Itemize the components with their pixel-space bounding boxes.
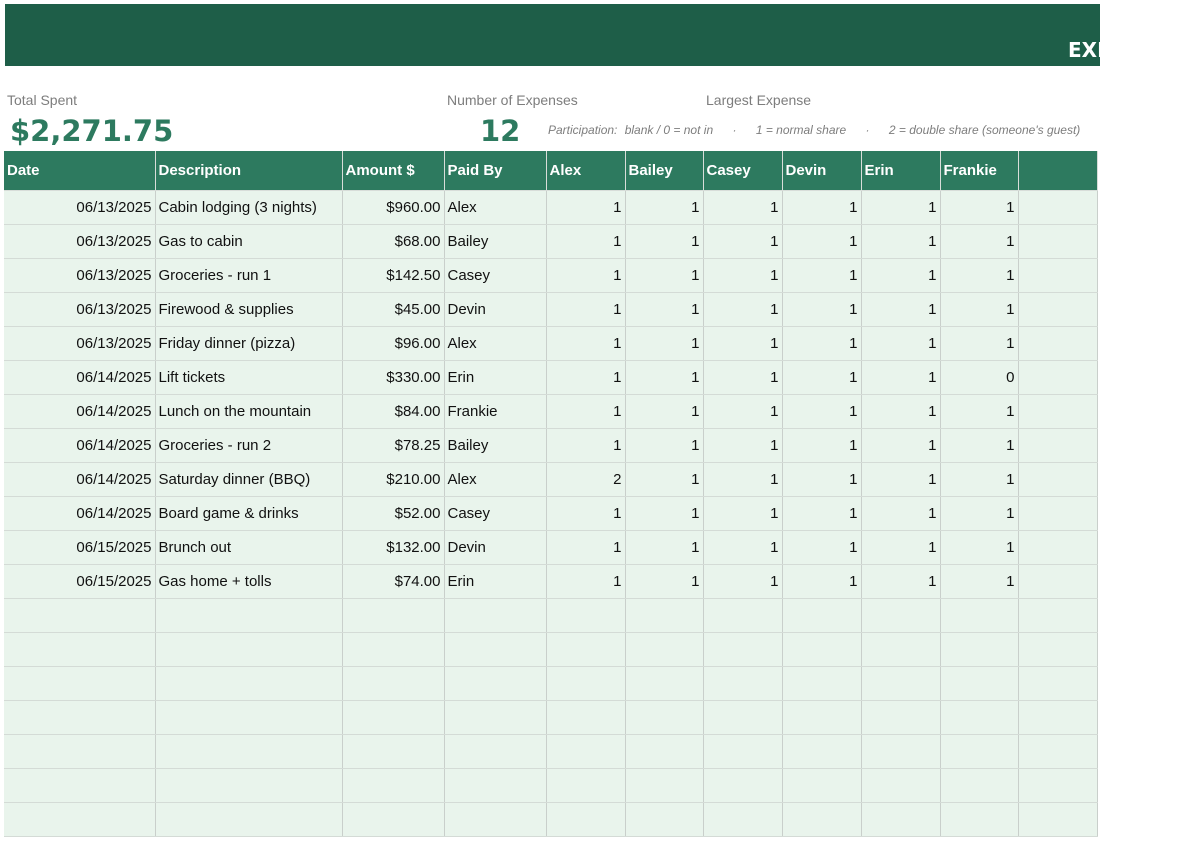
cell-blank[interactable] [1018, 327, 1097, 361]
cell-paid-by[interactable]: Alex [444, 463, 546, 497]
cell-blank[interactable] [1018, 803, 1097, 837]
cell-casey[interactable]: 1 [703, 429, 782, 463]
cell-alex[interactable]: 1 [546, 259, 625, 293]
cell-frankie[interactable]: 1 [940, 259, 1018, 293]
cell-description[interactable] [155, 735, 342, 769]
total-spent-label: Total Spent [7, 92, 78, 108]
cell-frankie[interactable]: 1 [940, 497, 1018, 531]
cell-casey[interactable] [703, 803, 782, 837]
note-prefix: Participation: [548, 123, 618, 137]
column-header-amount[interactable]: Amount $ [342, 151, 444, 191]
table-body [4, 191, 1097, 837]
cell-casey[interactable]: 1 [703, 327, 782, 361]
cell-blank[interactable] [1018, 769, 1097, 803]
cell-casey[interactable]: 1 [703, 565, 782, 599]
cell-amount[interactable]: $142.50 [342, 259, 444, 293]
cell-alex[interactable]: 1 [546, 531, 625, 565]
cell-blank[interactable] [1018, 735, 1097, 769]
cell-blank[interactable] [1018, 429, 1097, 463]
cell-bailey[interactable]: 1 [625, 293, 703, 327]
cell-alex[interactable]: 1 [546, 361, 625, 395]
cell-casey[interactable] [703, 599, 782, 633]
cell-devin[interactable] [782, 633, 861, 667]
column-header-frankie[interactable]: Frankie [940, 151, 1018, 191]
cell-casey[interactable] [703, 769, 782, 803]
cell-erin[interactable] [861, 599, 940, 633]
cell-amount[interactable]: $68.00 [342, 225, 444, 259]
cell-date[interactable]: 06/14/2025 [4, 429, 155, 463]
cell-paid-by[interactable]: Casey [444, 497, 546, 531]
cell-frankie[interactable]: 1 [940, 463, 1018, 497]
cell-bailey[interactable]: 1 [625, 361, 703, 395]
cell-frankie[interactable] [940, 667, 1018, 701]
cell-alex[interactable]: 1 [546, 327, 625, 361]
cell-alex[interactable] [546, 803, 625, 837]
column-header-blank[interactable] [1018, 151, 1097, 191]
cell-description[interactable]: Lift tickets [155, 361, 342, 395]
table-row [4, 191, 1097, 225]
cell-casey[interactable]: 1 [703, 293, 782, 327]
cell-blank[interactable] [1018, 565, 1097, 599]
cell-bailey[interactable]: 1 [625, 259, 703, 293]
cell-date[interactable]: 06/15/2025 [4, 565, 155, 599]
cell-casey[interactable]: 1 [703, 361, 782, 395]
cell-casey[interactable]: 1 [703, 463, 782, 497]
cell-erin[interactable]: 1 [861, 395, 940, 429]
cell-erin[interactable]: 1 [861, 225, 940, 259]
cell-paid-by[interactable]: Erin [444, 361, 546, 395]
cell-alex[interactable]: 1 [546, 191, 625, 225]
cell-paid-by[interactable]: Bailey [444, 429, 546, 463]
cell-bailey[interactable] [625, 701, 703, 735]
cell-casey[interactable]: 1 [703, 259, 782, 293]
cell-description[interactable] [155, 701, 342, 735]
cell-erin[interactable]: 1 [861, 497, 940, 531]
cell-erin[interactable]: 1 [861, 259, 940, 293]
cell-bailey[interactable]: 1 [625, 225, 703, 259]
table-row [4, 293, 1097, 327]
cell-amount[interactable] [342, 769, 444, 803]
cell-bailey[interactable]: 1 [625, 395, 703, 429]
cell-devin[interactable] [782, 667, 861, 701]
cell-date[interactable]: 06/14/2025 [4, 463, 155, 497]
cell-blank[interactable] [1018, 497, 1097, 531]
cell-date[interactable] [4, 667, 155, 701]
cell-bailey[interactable]: 1 [625, 531, 703, 565]
cell-paid-by[interactable] [444, 667, 546, 701]
cell-devin[interactable] [782, 701, 861, 735]
cell-casey[interactable]: 1 [703, 395, 782, 429]
cell-paid-by[interactable]: Erin [444, 565, 546, 599]
cell-date[interactable]: 06/14/2025 [4, 497, 155, 531]
table-row [4, 225, 1097, 259]
cell-amount[interactable] [342, 667, 444, 701]
note-blank: blank / 0 = not in [624, 123, 714, 137]
table-row [4, 395, 1097, 429]
cell-casey[interactable] [703, 667, 782, 701]
cell-amount[interactable]: $132.00 [342, 531, 444, 565]
table-row [4, 361, 1097, 395]
cell-description[interactable]: Firewood & supplies [155, 293, 342, 327]
cell-blank[interactable] [1018, 633, 1097, 667]
cell-erin[interactable]: 1 [861, 565, 940, 599]
table-row [4, 633, 1097, 667]
column-header-date[interactable]: Date [4, 151, 155, 191]
cell-frankie[interactable]: 1 [940, 565, 1018, 599]
cell-alex[interactable]: 2 [546, 463, 625, 497]
cell-alex[interactable] [546, 735, 625, 769]
cell-description[interactable] [155, 599, 342, 633]
cell-devin[interactable]: 1 [782, 361, 861, 395]
cell-blank[interactable] [1018, 701, 1097, 735]
cell-casey[interactable]: 1 [703, 191, 782, 225]
cell-devin[interactable]: 1 [782, 531, 861, 565]
cell-paid-by[interactable]: Devin [444, 293, 546, 327]
cell-erin[interactable]: 1 [861, 327, 940, 361]
cell-amount[interactable]: $960.00 [342, 191, 444, 225]
cell-description[interactable]: Board game & drinks [155, 497, 342, 531]
cell-bailey[interactable] [625, 667, 703, 701]
cell-erin[interactable] [861, 769, 940, 803]
cell-date[interactable]: 06/13/2025 [4, 327, 155, 361]
cell-casey[interactable]: 1 [703, 531, 782, 565]
note-separator: · [865, 123, 870, 137]
cell-frankie[interactable]: 1 [940, 293, 1018, 327]
table-row [4, 497, 1097, 531]
title-banner [5, 4, 1185, 66]
table-row [4, 463, 1097, 497]
cell-blank[interactable] [1018, 225, 1097, 259]
cell-amount[interactable] [342, 735, 444, 769]
table-row [4, 667, 1097, 701]
table-row [4, 259, 1097, 293]
cell-frankie[interactable]: 1 [940, 531, 1018, 565]
cell-description[interactable]: Saturday dinner (BBQ) [155, 463, 342, 497]
cell-alex[interactable] [546, 667, 625, 701]
cell-bailey[interactable] [625, 803, 703, 837]
cell-devin[interactable] [782, 735, 861, 769]
largest-expense-label: Largest Expense [706, 92, 812, 108]
note-separator: · [732, 123, 737, 137]
cell-description[interactable]: Cabin lodging (3 nights) [155, 191, 342, 225]
cell-description[interactable] [155, 633, 342, 667]
column-header-description[interactable]: Description [155, 151, 342, 191]
table-row [4, 735, 1097, 769]
cell-bailey[interactable] [625, 769, 703, 803]
cell-erin[interactable]: 1 [861, 191, 940, 225]
cell-frankie[interactable] [940, 599, 1018, 633]
num-expenses-value: 12 [480, 114, 521, 148]
cell-bailey[interactable] [625, 599, 703, 633]
cell-date[interactable] [4, 599, 155, 633]
column-header-erin[interactable]: Erin [861, 151, 940, 191]
cell-erin[interactable] [861, 803, 940, 837]
banner-title: EXPENSES [1068, 38, 1185, 62]
cell-devin[interactable]: 1 [782, 327, 861, 361]
cell-devin[interactable] [782, 769, 861, 803]
cell-alex[interactable]: 1 [546, 565, 625, 599]
cell-paid-by[interactable]: Casey [444, 259, 546, 293]
cell-amount[interactable] [342, 803, 444, 837]
cell-paid-by[interactable]: Alex [444, 327, 546, 361]
cell-date[interactable]: 06/13/2025 [4, 293, 155, 327]
cell-devin[interactable]: 1 [782, 395, 861, 429]
cell-paid-by[interactable] [444, 735, 546, 769]
cell-alex[interactable]: 1 [546, 497, 625, 531]
cell-erin[interactable] [861, 633, 940, 667]
cell-amount[interactable]: $210.00 [342, 463, 444, 497]
cell-blank[interactable] [1018, 463, 1097, 497]
column-header-bailey[interactable]: Bailey [625, 151, 703, 191]
cell-amount[interactable]: $84.00 [342, 395, 444, 429]
cell-date[interactable]: 06/15/2025 [4, 531, 155, 565]
cell-amount[interactable]: $330.00 [342, 361, 444, 395]
cell-bailey[interactable]: 1 [625, 191, 703, 225]
table-row [4, 327, 1097, 361]
total-spent-value: $2,271.75 [10, 114, 174, 148]
cell-devin[interactable]: 1 [782, 225, 861, 259]
cell-amount[interactable]: $45.00 [342, 293, 444, 327]
cell-date[interactable]: 06/14/2025 [4, 361, 155, 395]
cell-erin[interactable]: 1 [861, 463, 940, 497]
cell-date[interactable]: 06/13/2025 [4, 225, 155, 259]
cell-amount[interactable]: $78.25 [342, 429, 444, 463]
cell-alex[interactable]: 1 [546, 293, 625, 327]
cell-devin[interactable]: 1 [782, 191, 861, 225]
cell-frankie[interactable]: 1 [940, 395, 1018, 429]
table-row [4, 701, 1097, 735]
cell-bailey[interactable] [625, 735, 703, 769]
cell-erin[interactable]: 1 [861, 361, 940, 395]
cell-date[interactable] [4, 735, 155, 769]
table-header-row [4, 151, 1097, 191]
cell-frankie[interactable] [940, 701, 1018, 735]
expense-table [4, 151, 1098, 837]
cell-devin[interactable]: 1 [782, 429, 861, 463]
cell-description[interactable]: Brunch out [155, 531, 342, 565]
cell-casey[interactable]: 1 [703, 225, 782, 259]
table-row [4, 429, 1097, 463]
note-double: 2 = double share (someone's guest) [888, 123, 1081, 137]
cell-description[interactable]: Friday dinner (pizza) [155, 327, 342, 361]
cell-frankie[interactable]: 1 [940, 429, 1018, 463]
cell-devin[interactable]: 1 [782, 463, 861, 497]
cell-amount[interactable]: $74.00 [342, 565, 444, 599]
cell-blank[interactable] [1018, 531, 1097, 565]
table-row [4, 599, 1097, 633]
column-header-casey[interactable]: Casey [703, 151, 782, 191]
cell-bailey[interactable]: 1 [625, 463, 703, 497]
cell-alex[interactable] [546, 599, 625, 633]
cell-paid-by[interactable] [444, 599, 546, 633]
cell-devin[interactable]: 1 [782, 565, 861, 599]
cell-alex[interactable] [546, 633, 625, 667]
cell-amount[interactable]: $96.00 [342, 327, 444, 361]
cell-frankie[interactable]: 1 [940, 191, 1018, 225]
cell-erin[interactable] [861, 735, 940, 769]
cell-erin[interactable] [861, 701, 940, 735]
cell-description[interactable]: Gas home + tolls [155, 565, 342, 599]
table-row [4, 531, 1097, 565]
column-header-devin[interactable]: Devin [782, 151, 861, 191]
cell-erin[interactable] [861, 667, 940, 701]
expense-grid [4, 151, 1100, 841]
cell-blank[interactable] [1018, 395, 1097, 429]
cell-frankie[interactable] [940, 735, 1018, 769]
cell-casey[interactable]: 1 [703, 497, 782, 531]
cell-alex[interactable]: 1 [546, 429, 625, 463]
note-normal: 1 = normal share [755, 123, 847, 137]
cell-devin[interactable] [782, 803, 861, 837]
cell-erin[interactable]: 1 [861, 293, 940, 327]
cell-bailey[interactable] [625, 633, 703, 667]
cell-date[interactable]: 06/13/2025 [4, 191, 155, 225]
cell-alex[interactable]: 1 [546, 225, 625, 259]
cell-amount[interactable]: $52.00 [342, 497, 444, 531]
cell-description[interactable]: Groceries - run 2 [155, 429, 342, 463]
cell-blank[interactable] [1018, 361, 1097, 395]
cell-alex[interactable] [546, 701, 625, 735]
cell-frankie[interactable]: 0 [940, 361, 1018, 395]
cell-paid-by[interactable]: Frankie [444, 395, 546, 429]
cell-blank[interactable] [1018, 293, 1097, 327]
cell-description[interactable]: Groceries - run 1 [155, 259, 342, 293]
cell-casey[interactable] [703, 735, 782, 769]
cell-devin[interactable]: 1 [782, 293, 861, 327]
cell-frankie[interactable]: 1 [940, 327, 1018, 361]
cell-paid-by[interactable] [444, 701, 546, 735]
cell-casey[interactable] [703, 633, 782, 667]
cell-description[interactable]: Lunch on the mountain [155, 395, 342, 429]
cell-description[interactable] [155, 667, 342, 701]
cell-date[interactable] [4, 633, 155, 667]
column-header-alex[interactable]: Alex [546, 151, 625, 191]
participation-note [548, 123, 1098, 137]
cell-erin[interactable]: 1 [861, 531, 940, 565]
cell-date[interactable] [4, 701, 155, 735]
cell-paid-by[interactable] [444, 803, 546, 837]
cell-alex[interactable] [546, 769, 625, 803]
cell-frankie[interactable]: 1 [940, 225, 1018, 259]
cell-bailey[interactable]: 1 [625, 429, 703, 463]
cell-frankie[interactable] [940, 633, 1018, 667]
cell-date[interactable] [4, 769, 155, 803]
table-row [4, 769, 1097, 803]
cell-description[interactable] [155, 769, 342, 803]
column-header-paid-by[interactable]: Paid By [444, 151, 546, 191]
cell-blank[interactable] [1018, 599, 1097, 633]
cell-description[interactable]: Gas to cabin [155, 225, 342, 259]
cell-devin[interactable]: 1 [782, 259, 861, 293]
cell-devin[interactable]: 1 [782, 497, 861, 531]
cell-blank[interactable] [1018, 191, 1097, 225]
cell-paid-by[interactable] [444, 633, 546, 667]
cell-blank[interactable] [1018, 667, 1097, 701]
cell-blank[interactable] [1018, 259, 1097, 293]
table-row [4, 565, 1097, 599]
cell-amount[interactable] [342, 633, 444, 667]
cell-amount[interactable] [342, 599, 444, 633]
cell-bailey[interactable]: 1 [625, 327, 703, 361]
cell-date[interactable]: 06/14/2025 [4, 395, 155, 429]
cell-paid-by[interactable]: Alex [444, 191, 546, 225]
cell-bailey[interactable]: 1 [625, 497, 703, 531]
cell-frankie[interactable] [940, 803, 1018, 837]
table-row [4, 803, 1097, 837]
cell-paid-by[interactable]: Devin [444, 531, 546, 565]
cell-devin[interactable] [782, 599, 861, 633]
cell-frankie[interactable] [940, 769, 1018, 803]
cell-paid-by[interactable] [444, 769, 546, 803]
cell-date[interactable] [4, 803, 155, 837]
cell-erin[interactable]: 1 [861, 429, 940, 463]
cell-casey[interactable] [703, 701, 782, 735]
cell-bailey[interactable]: 1 [625, 565, 703, 599]
cell-date[interactable]: 06/13/2025 [4, 259, 155, 293]
cell-alex[interactable]: 1 [546, 395, 625, 429]
num-expenses-label: Number of Expenses [447, 92, 578, 108]
cell-amount[interactable] [342, 701, 444, 735]
cell-description[interactable] [155, 803, 342, 837]
cell-paid-by[interactable]: Bailey [444, 225, 546, 259]
